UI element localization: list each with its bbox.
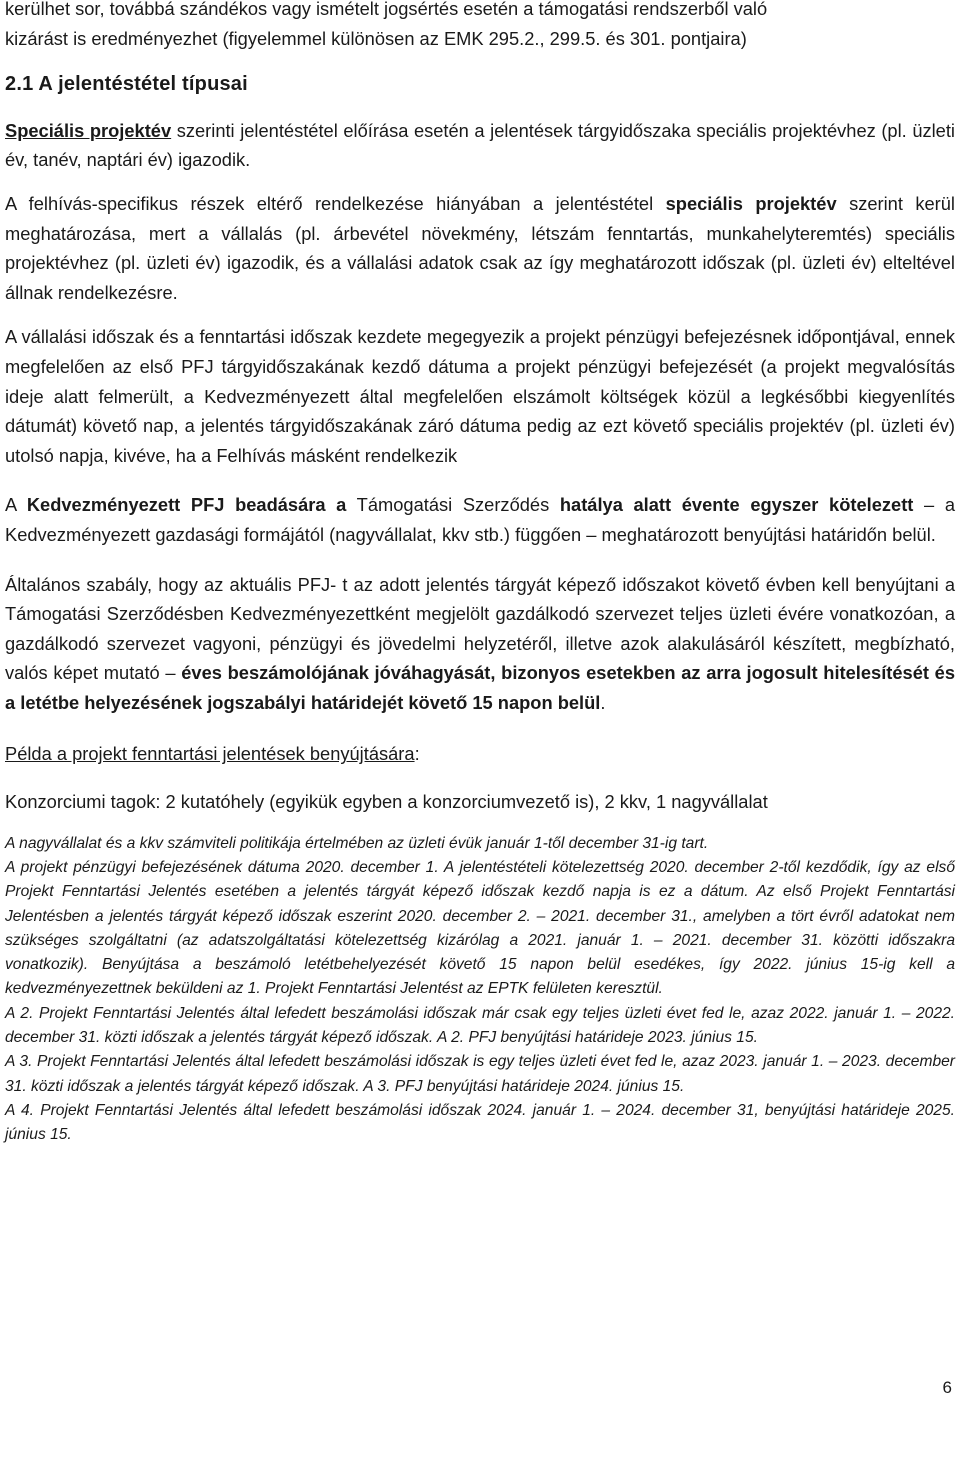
- document-page: [5, 0, 955, 1148]
- consortium-line: Konzorciumi tagok: 2 kutatóhely (egyikük egyben a konzorciumvezető is), 2 kkv, 1 nagyvállalat: [5, 791, 768, 813]
- section-heading: 2.1 A jelentéstétel típusai: [5, 73, 248, 96]
- example-colon: :: [414, 743, 420, 765]
- paragraph-special-project-year: [5, 116, 955, 175]
- continuation-line-1: kerülhet sor, továbbá szándékos vagy ismételt jogsértés esetén a támogatási rendszerből való: [5, 0, 768, 19]
- example-paragraph-5: A 4. Projekt Fenntartási Jelentés által lefedett beszámolási időszak 2024. január 1. – 2024. december 31, benyújtási határideje 2025. június 15.: [5, 1101, 955, 1144]
- example-paragraph-2: A projekt pénzügyi befejezésének dátuma 2020. december 1. A jelentéstételi kötelezettség 2020. december 2-től kezdődik, így az első Projekt Fenntartási Jelentés esetében a jelentés tárgyát képező időszak kezdő napja is ez a dátum. Az első Projekt Fenntartási Jelentésben a jelentés tárgyát képező időszak eszerint 2020. december 2. – 2021. december 31., amelyben a tört évről adatokat nem szükséges szolgáltatni (az adatszolgáltatási kötelezettség kizárólag a 2021. január 1. – 2021. december 31. közötti időszakra vonatkozik). Benyújtása a beszámoló letétbehelyezését követő 15 napon belül esedékes, így 2022. június 15-ig kell a kedvezményezettnek beküldeni az 1. Projekt Fenntartási Jelentést az EPTK felületen keresztül.: [5, 858, 955, 998]
- pfj-text-d: – a Kedvezményezett gazdasági formájától (nagyvállalat, kkv stb.) függően – meghatározott benyújtási határidőn belül.: [5, 494, 956, 545]
- page-number: 6: [942, 1378, 952, 1397]
- call-specific-text-c: szerint kerül meghatározása, mert a vállalás (pl. árbevétel növekmény, létszám fenntartás, munkahelyteremtés) speciális projektévhez (pl. üzleti év) igazodik, és a vállalási adatok csak az így meghatározott időszak (pl. üzleti év) elteltével állnak rendelkezésre.: [5, 192, 955, 303]
- example-paragraph-1: A nagyvállalat és a kkv számviteli politikája értelmében az üzleti évük január 1-től december 31-ig tart.: [5, 834, 709, 852]
- special-project-year-text: szerinti jelentéstétel előírása esetén a jelentések tárgyidőszaka speciális projektévhez (pl. üzleti év, tanév, naptári év) igazodik.: [5, 119, 955, 171]
- paragraph-commitment-period: A vállalási időszak és a fenntartási időszak kezdete megegyezik a projekt pénzügyi befejezésnek időpontjával, ennek megfelelően az első PFJ tárgyidőszakának kezdő dátuma a projekt pénzügyi befejezését (a projekt megvalósítás ideje alatt felmerült, a Kedvezményezett által megfelelően elszámolt költségek közül a legkésőbbi kiegyenlítés dátumát) követő nap, a jelentés tárgyidőszakának záró dátuma pedig az ezt követő speciális projektév (pl. üzleti év) utolsó napja, kivéve, ha a Felhívás másként rendelkezik: [5, 326, 955, 466]
- pfj-bold-2: hatálya alatt évente egyszer kötelezett: [559, 494, 914, 516]
- special-project-year-term: Speciális projektév: [5, 119, 172, 141]
- general-rule-bold: éves beszámolójának jóváhagyását, bizonyos esetekben az arra jogosult hitelesítését és a letétbe helyezésének jogszabályi határidejét követő 15 napon belül: [5, 662, 955, 713]
- pfj-text-a: A: [5, 494, 27, 516]
- continuation-paragraph: [5, 0, 955, 53]
- pfj-text-c: Támogatási Szerződés: [346, 494, 560, 516]
- pfj-bold-1: Kedvezményezett PFJ beadására a: [26, 494, 347, 516]
- paragraph-general-rule: [5, 570, 955, 718]
- example-paragraph-4: A 3. Projekt Fenntartási Jelentés által lefedett beszámolási időszak is egy teljes üzleti évet fed le, azaz 2023. január 1. – 2023. december 31. közti időszak a jelentés tárgyát képező időszak. A 3. PFJ benyújtási határideje 2024. június 15.: [5, 1053, 955, 1095]
- example-title: Példa a projekt fenntartási jelentések benyújtására: [5, 743, 415, 765]
- example-paragraph-3: A 2. Projekt Fenntartási Jelentés által lefedett beszámolási időszak már csak egy teljes üzleti évet fed le, azaz 2022. január 1. – 2022. december 31. közti időszak a jelentés tárgyát képező időszak. A 2. PFJ benyújtási határideje 2023. június 15.: [5, 1004, 955, 1047]
- call-specific-text-a: A felhívás-specifikus részek eltérő rendelkezése hiányában a jelentéstétel: [5, 192, 666, 214]
- general-rule-text: Általános szabály, hogy az aktuális PFJ- t az adott jelentés tárgyát képező időszakot követő évben kell benyújtani a Támogatási Szerződésben Kedvezményezettként megjelölt gazdálkodó szervezet teljes üzleti évére vonatkozóan, a gazdálkodó szervezet vagyoni, pénzügyi és jövedelmi helyzetéről, illetve azok alakulásáról készített, megbízható, valós képet mutató –: [5, 573, 955, 684]
- paragraph-call-specific: [5, 189, 955, 307]
- paragraph-pfj-submission: [5, 490, 955, 549]
- general-rule-end: .: [600, 691, 606, 713]
- example-heading: [5, 739, 955, 769]
- example-italic-block: [5, 832, 955, 1148]
- continuation-line-2: kizárást is eredményezhet (figyelemmel különösen az EMK 295.2., 299.5. és 301. pontjaira): [5, 27, 747, 49]
- call-specific-bold: speciális projektév: [665, 192, 837, 214]
